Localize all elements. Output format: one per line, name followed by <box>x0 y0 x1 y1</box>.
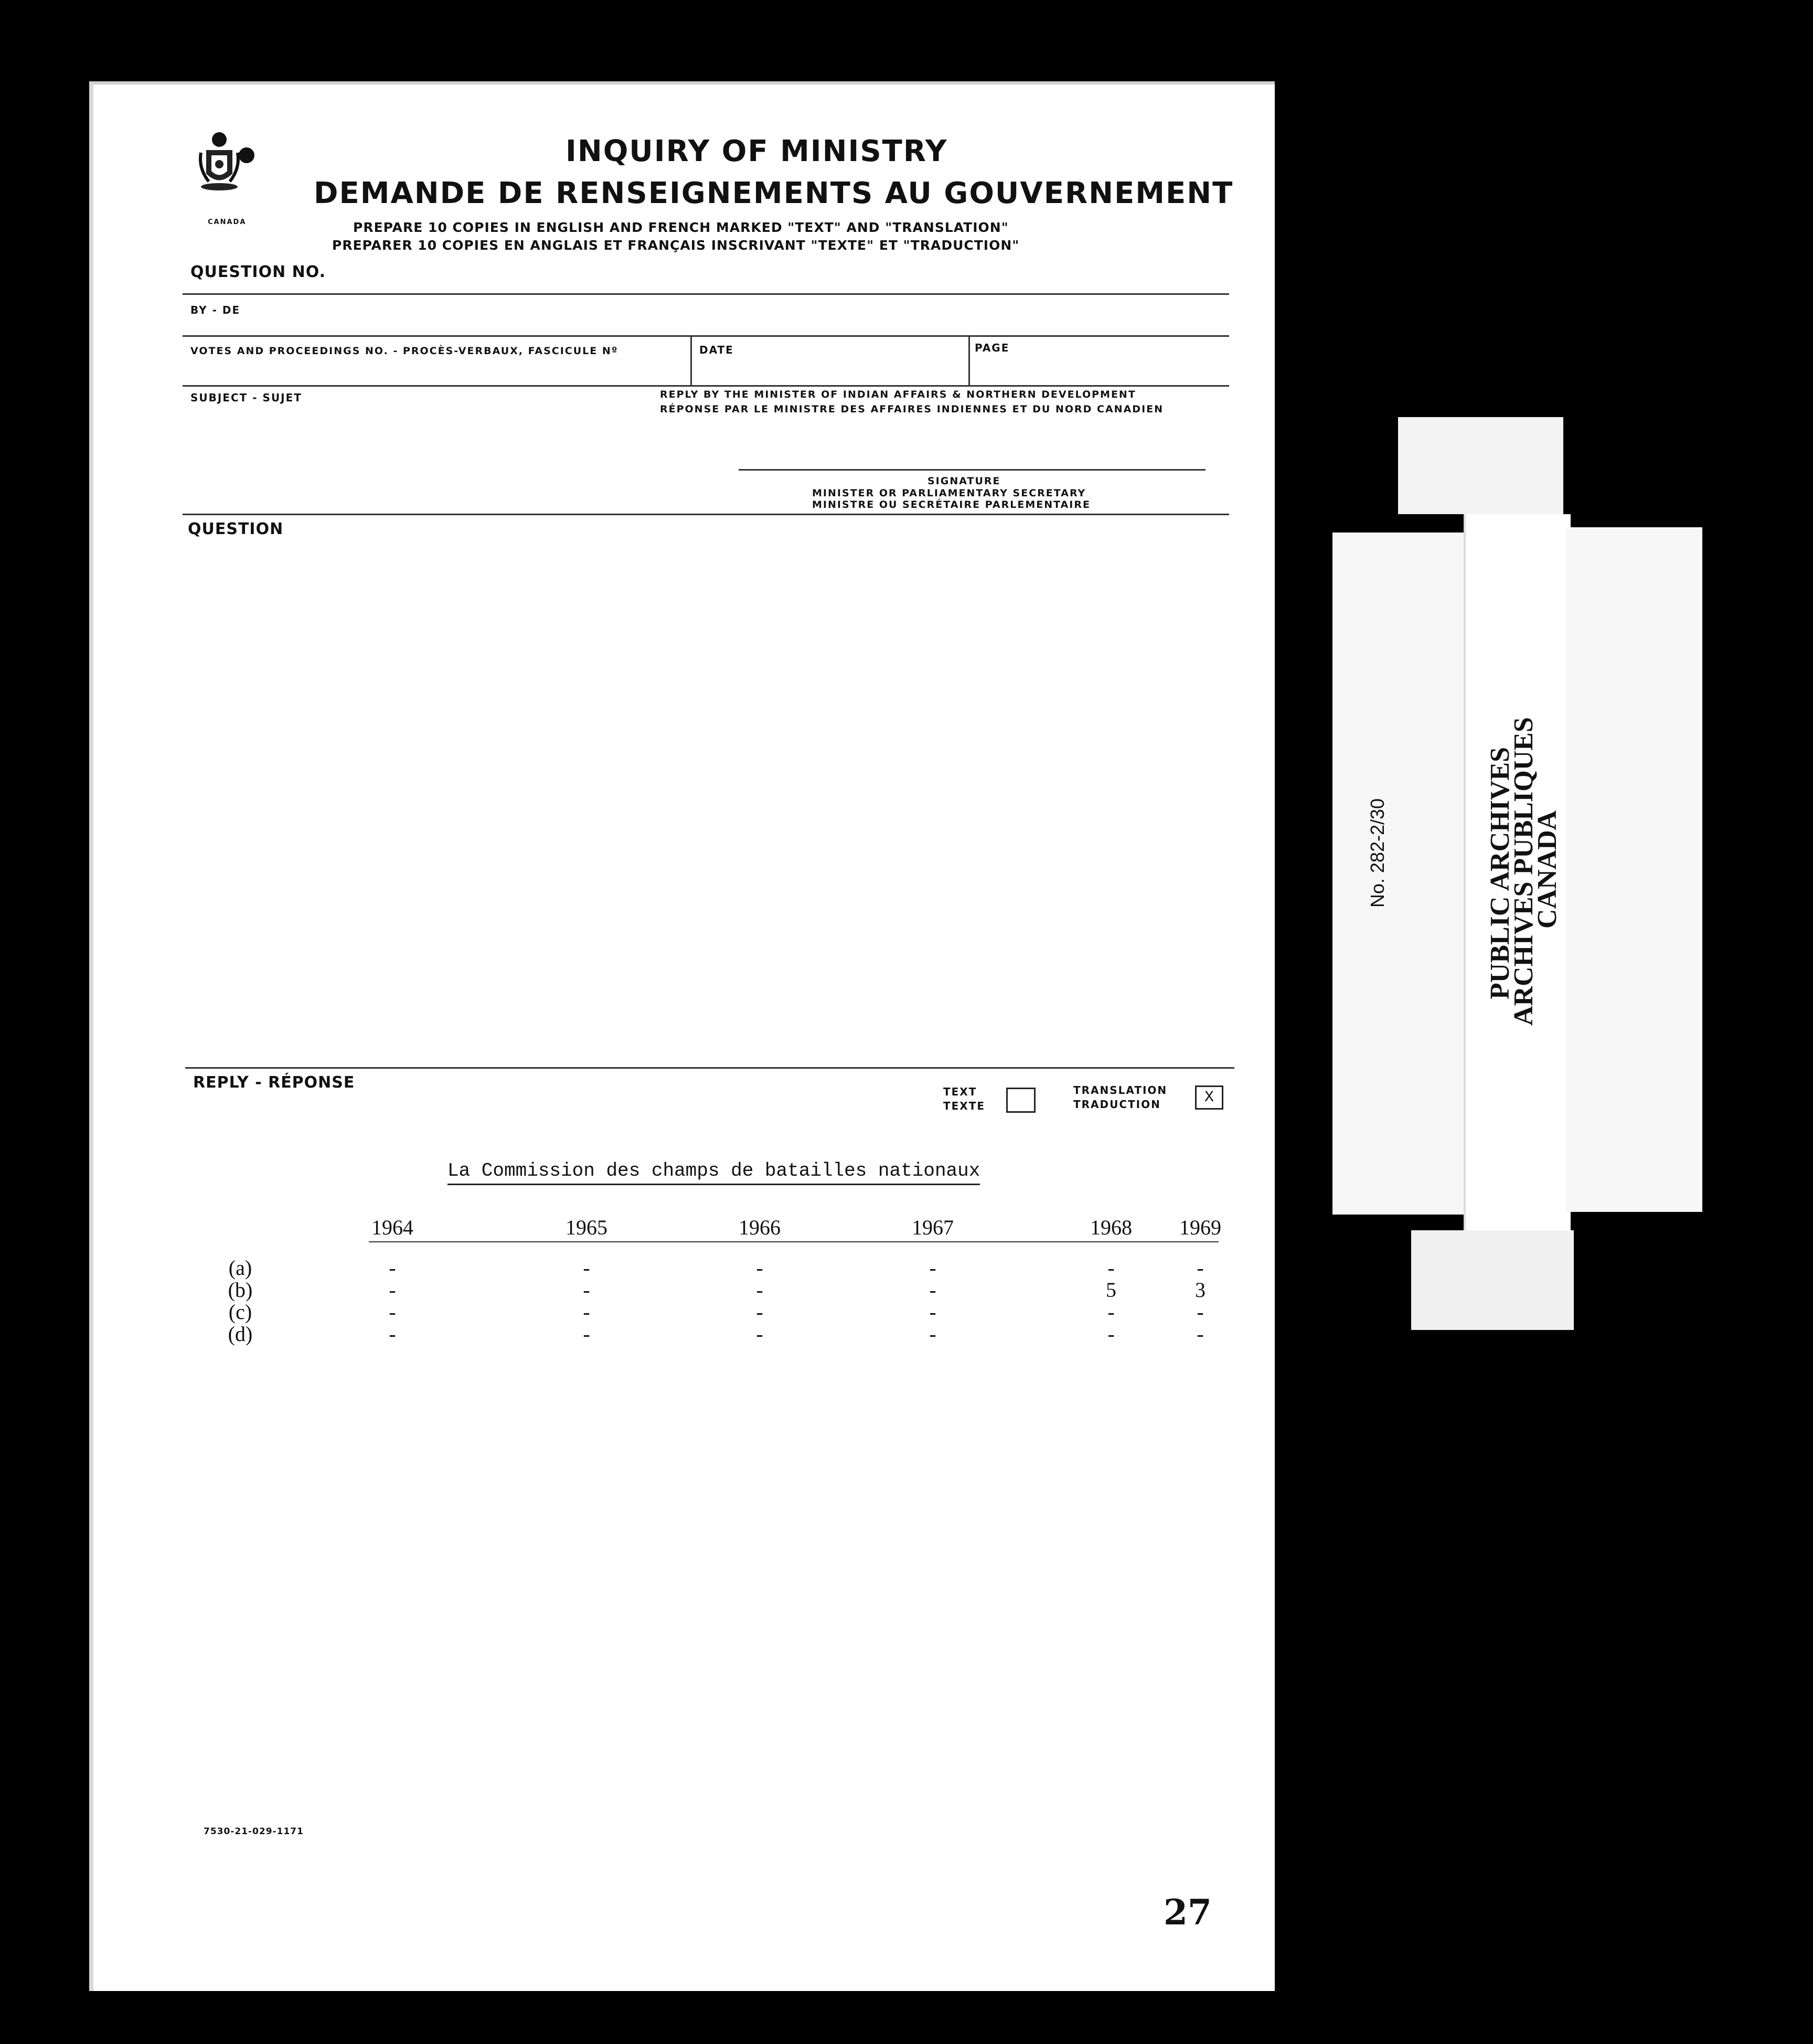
form-code: 7530-21-029-1171 <box>204 1826 304 1837</box>
reply-heading: La Commission des champs de batailles nationaux <box>447 1160 980 1185</box>
divider <box>185 1067 1234 1069</box>
years-underline <box>369 1241 1219 1242</box>
divider <box>968 335 970 385</box>
text-label-en: TEXT <box>943 1085 977 1098</box>
reply-by-fr: RÉPONSE PAR LE MINISTRE DES AFFAIRES INDIENNES ET DU NORD CANADIEN <box>660 403 1164 415</box>
signer-fr: MINISTRE OU SECRÉTAIRE PARLEMENTAIRE <box>812 499 1091 510</box>
table-cell: - <box>389 1322 396 1346</box>
table-cell: - <box>1107 1300 1115 1324</box>
page-number: 27 <box>1164 1892 1212 1933</box>
reply-label: REPLY - RÉPONSE <box>193 1073 355 1092</box>
table-cell: - <box>1197 1300 1204 1324</box>
signature-label: SIGNATURE <box>927 475 1001 487</box>
divider <box>183 293 1229 295</box>
table-cell: - <box>583 1300 590 1324</box>
translation-label-en: TRANSLATION <box>1073 1084 1168 1096</box>
translation-checkbox[interactable] <box>1195 1085 1223 1110</box>
canada-coat-of-arms-icon <box>198 126 256 195</box>
question-label: QUESTION <box>188 520 284 538</box>
year-header: 1967 <box>912 1216 954 1239</box>
translation-label-fr: TRADUCTION <box>1073 1098 1161 1111</box>
instruction-en: PREPARE 10 COPIES IN ENGLISH AND FRENCH MARKED "TEXT" AND "TRANSLATION" <box>353 220 1009 235</box>
instruction-fr: PREPARER 10 COPIES EN ANGLAIS ET FRANÇAIS INSCRIVANT "TEXTE" ET "TRADUCTION" <box>332 238 1020 253</box>
table-cell: - <box>929 1322 936 1346</box>
year-header: 1969 <box>1179 1216 1221 1239</box>
table-cell: - <box>756 1256 763 1280</box>
table-cell: - <box>929 1278 936 1302</box>
page-label: PAGE <box>975 342 1010 354</box>
table-cell: - <box>389 1300 396 1324</box>
label-main-left <box>1332 533 1474 1215</box>
table-cell: - <box>583 1278 590 1302</box>
row-label: (b) <box>228 1278 253 1302</box>
table-cell: - <box>929 1256 936 1280</box>
label-tab-bottom <box>1411 1230 1574 1330</box>
votes-proceedings-label: VOTES AND PROCEEDINGS NO. - PROCÈS-VERBAUX, FASCICULE Nº <box>190 345 618 357</box>
table-cell: - <box>929 1300 936 1324</box>
table-cell: - <box>1197 1322 1204 1346</box>
year-header: 1966 <box>739 1216 781 1239</box>
archive-file-number: No. 282-2/30 <box>1367 798 1388 908</box>
subject-label: SUBJECT - SUJET <box>190 391 302 404</box>
year-header: 1965 <box>566 1216 607 1239</box>
table-cell: - <box>1197 1256 1204 1280</box>
row-label: (c) <box>228 1300 252 1324</box>
divider <box>183 385 1229 387</box>
table-cell: - <box>1107 1322 1115 1346</box>
question-no-label: QUESTION NO. <box>190 263 326 281</box>
table-cell: 5 <box>1106 1278 1116 1302</box>
table-cell: - <box>583 1256 590 1280</box>
archive-line-2: ARCHIVES PUBLIQUES <box>1509 717 1539 1026</box>
year-header: 1968 <box>1090 1216 1132 1239</box>
inquiry-form-sheet <box>89 81 1275 1991</box>
table-cell: - <box>756 1300 763 1324</box>
table-cell: - <box>756 1322 763 1346</box>
table-cell: 3 <box>1195 1278 1206 1302</box>
year-header: 1964 <box>371 1216 413 1239</box>
archive-line-3: CANADA <box>1532 810 1562 929</box>
form-title-en: INQUIRY OF MINISTRY <box>566 134 948 168</box>
text-label-fr: TEXTE <box>943 1100 986 1112</box>
form-title-fr: DEMANDE DE RENSEIGNEMENTS AU GOUVERNEMENT <box>314 176 1234 210</box>
row-label: (d) <box>228 1322 253 1346</box>
signature-line <box>739 469 1206 471</box>
translation-check-mark: X <box>1204 1089 1214 1106</box>
label-main-right <box>1566 527 1702 1212</box>
table-cell: - <box>389 1256 396 1280</box>
table-cell: - <box>583 1322 590 1346</box>
divider <box>183 335 1229 337</box>
by-label: BY - DE <box>190 304 241 316</box>
table-cell: - <box>756 1278 763 1302</box>
row-label: (a) <box>228 1256 252 1280</box>
table-cell: - <box>389 1278 396 1302</box>
signer-en: MINISTER OR PARLIAMENTARY SECRETARY <box>812 487 1086 499</box>
text-checkbox[interactable] <box>1006 1088 1036 1113</box>
table-cell: - <box>1107 1256 1115 1280</box>
reply-by-en: REPLY BY THE MINISTER OF INDIAN AFFAIRS & NORTHERN DEVELOPMENT <box>660 389 1136 400</box>
archive-line-1: PUBLIC ARCHIVES <box>1485 747 1515 999</box>
label-tab-top <box>1398 417 1563 514</box>
date-label: DATE <box>699 344 734 356</box>
divider <box>690 335 692 385</box>
emblem-caption: CANADA <box>208 218 247 226</box>
divider <box>183 514 1229 515</box>
